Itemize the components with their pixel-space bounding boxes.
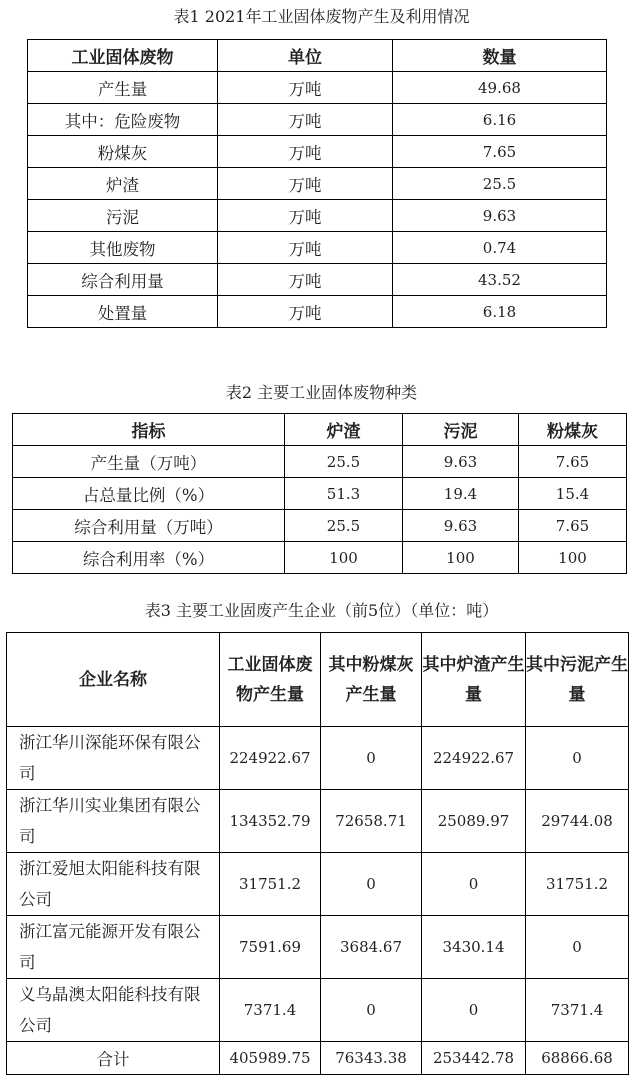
column-header: 其中炉渣产生量 [422,633,526,727]
table-row [13,542,627,574]
column-header: 其中粉煤灰产生量 [321,633,422,727]
company-name: 浙江华川深能环保有限公司 [7,727,220,790]
table-row [13,478,627,510]
total-value: 253442.78 [422,1042,526,1075]
column-header: 炉渣 [285,414,403,446]
value-cell: 0 [321,979,422,1042]
total-value: 68866.68 [526,1042,629,1075]
table-row [28,136,607,168]
column-header: 数量 [393,40,607,72]
company-name: 浙江富元能源开发有限公司 [7,916,220,979]
total-row [7,1042,629,1075]
row-label: 污泥 [28,200,218,232]
value-cell: 7.65 [393,136,607,168]
value-cell: 0 [526,916,629,979]
table-row [7,979,629,1042]
column-header: 工业固体废物产生量 [220,633,321,727]
column-header: 其中污泥产生量 [526,633,629,727]
value-cell: 0 [422,979,526,1042]
table-header-row [7,633,629,727]
unit-cell: 万吨 [218,200,393,232]
total-value: 405989.75 [220,1042,321,1075]
table-row [13,510,627,542]
table-row [7,916,629,979]
value-cell: 224922.67 [220,727,321,790]
value-cell: 19.4 [403,478,519,510]
table3-caption: 表3 主要工业固废产生企业（前5位）（单位：吨） [144,601,499,620]
table-row [28,232,607,264]
waste-summary-table [27,39,607,328]
total-label: 合计 [7,1042,220,1075]
waste-types-table [12,413,627,574]
column-header: 工业固体废物 [28,40,218,72]
value-cell: 0 [422,853,526,916]
table-header-row [28,40,607,72]
table-header-row [13,414,627,446]
table-row [7,727,629,790]
value-cell: 25089.97 [422,790,526,853]
table-row [28,264,607,296]
value-cell: 9.63 [403,510,519,542]
value-cell: 25.5 [285,446,403,478]
unit-cell: 万吨 [218,296,393,328]
company-name: 浙江爱旭太阳能科技有限公司 [7,853,220,916]
column-header: 指标 [13,414,285,446]
value-cell: 31751.2 [220,853,321,916]
table-row [28,296,607,328]
value-cell: 6.18 [393,296,607,328]
row-label: 综合利用率（%） [13,542,285,574]
unit-cell: 万吨 [218,264,393,296]
unit-cell: 万吨 [218,104,393,136]
value-cell: 31751.2 [526,853,629,916]
column-header: 单位 [218,40,393,72]
value-cell: 29744.08 [526,790,629,853]
unit-cell: 万吨 [218,136,393,168]
value-cell: 7.65 [519,446,627,478]
table-row [7,790,629,853]
value-cell: 3684.67 [321,916,422,979]
total-value: 76343.38 [321,1042,422,1075]
value-cell: 100 [403,542,519,574]
value-cell: 7.65 [519,510,627,542]
row-label: 炉渣 [28,168,218,200]
value-cell: 6.16 [393,104,607,136]
value-cell: 0 [526,727,629,790]
row-label: 其他废物 [28,232,218,264]
value-cell: 7371.4 [526,979,629,1042]
value-cell: 72658.71 [321,790,422,853]
value-cell: 0.74 [393,232,607,264]
table-row [28,104,607,136]
value-cell: 134352.79 [220,790,321,853]
value-cell: 7371.4 [220,979,321,1042]
value-cell: 25.5 [393,168,607,200]
column-header: 企业名称 [7,633,220,727]
row-label: 产生量 [28,72,218,104]
table-row [13,446,627,478]
row-label: 综合利用量（万吨） [13,510,285,542]
value-cell: 51.3 [285,478,403,510]
table-row [28,168,607,200]
value-cell: 100 [519,542,627,574]
value-cell: 9.63 [393,200,607,232]
company-name: 浙江华川实业集团有限公司 [7,790,220,853]
value-cell: 49.68 [393,72,607,104]
column-header: 粉煤灰 [519,414,627,446]
value-cell: 9.63 [403,446,519,478]
table-row [28,200,607,232]
row-label: 粉煤灰 [28,136,218,168]
company-name: 义乌晶澳太阳能科技有限公司 [7,979,220,1042]
unit-cell: 万吨 [218,168,393,200]
value-cell: 224922.67 [422,727,526,790]
value-cell: 7591.69 [220,916,321,979]
row-label: 处置量 [28,296,218,328]
unit-cell: 万吨 [218,232,393,264]
value-cell: 25.5 [285,510,403,542]
row-label: 其中：危险废物 [28,104,218,136]
value-cell: 43.52 [393,264,607,296]
table2-caption: 表2 主要工业固体废物种类 [225,383,418,402]
column-header: 污泥 [403,414,519,446]
value-cell: 3430.14 [422,916,526,979]
unit-cell: 万吨 [218,72,393,104]
table-row [28,72,607,104]
table1-caption: 表1 2021年工业固体废物产生及利用情况 [173,7,470,26]
value-cell: 15.4 [519,478,627,510]
value-cell: 0 [321,853,422,916]
value-cell: 0 [321,727,422,790]
row-label: 占总量比例（%） [13,478,285,510]
top-enterprises-table [6,632,629,1075]
row-label: 综合利用量 [28,264,218,296]
value-cell: 100 [285,542,403,574]
row-label: 产生量（万吨） [13,446,285,478]
table-row [7,853,629,916]
